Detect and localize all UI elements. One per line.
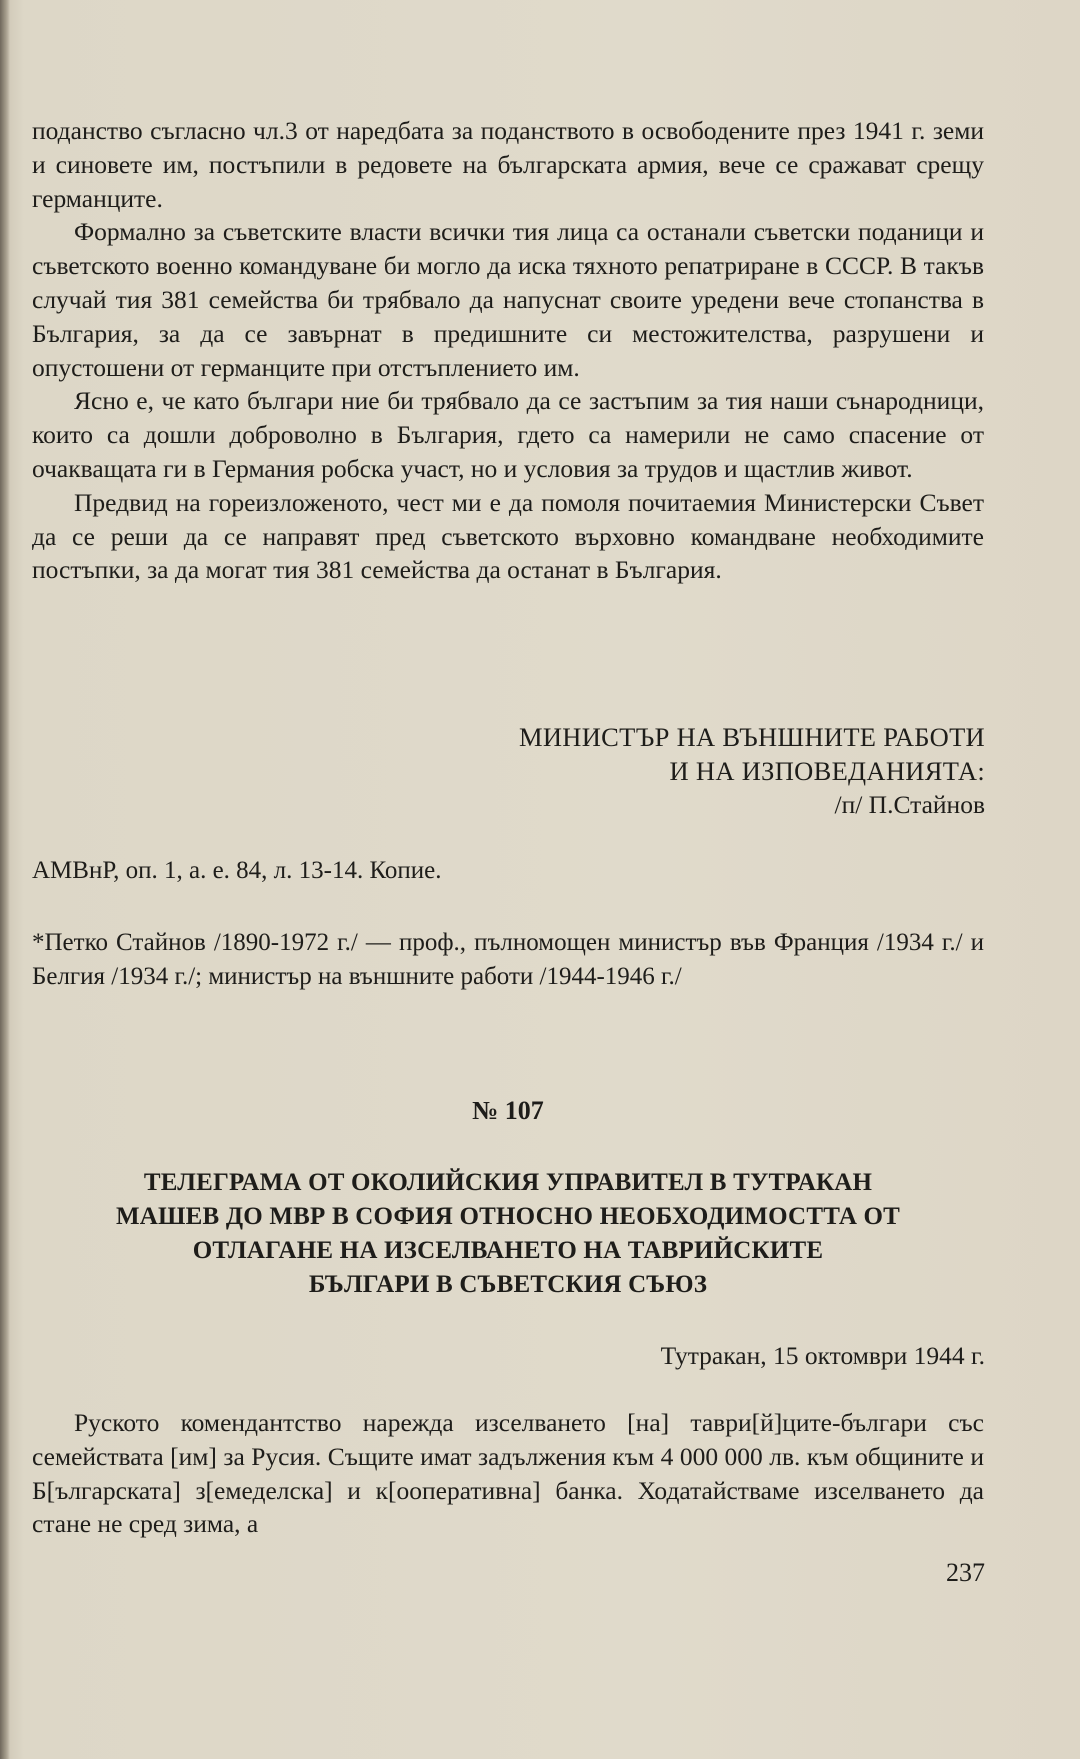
page-number: 237: [946, 1558, 985, 1587]
signature-signer: /п/ П.Стайнов: [834, 790, 985, 819]
document-title-line: БЪЛГАРИ В СЪВЕТСКИЯ СЪЮЗ: [308, 1271, 708, 1298]
signature-role-line: МИНИСТЪР НА ВЪНШНИТЕ РАБОТИ: [518, 722, 985, 752]
telegram-body: [32, 1406, 984, 1541]
signature-block: [519, 720, 985, 822]
archive-reference: АМВнР, оп. 1, а. е. 84, л. 13-14. Копие.: [32, 857, 442, 884]
document-title-line: МАШЕВ ДО МВР В СОФИЯ ОТНОСНО НЕОБХОДИМОСТТА ОТ: [115, 1203, 901, 1230]
place-date: Тутракан, 15 октомври 1944 г.: [660, 1341, 985, 1370]
document-title-line: ОТЛАГАНЕ НА ИЗСЕЛВАНЕТО НА ТАВРИЙСКИТЕ: [192, 1237, 824, 1264]
footnote-text: *Петко Стайнов /1890-1972 г./ — проф., пълномощен министър във Франция /1934 г./ и Белгия /1934 г./; министър на външните работи /1944-1946 г./: [32, 929, 984, 990]
page-binding-edge: [0, 0, 10, 1759]
telegram-text: Руското комендантство нарежда изселването [на] таври[й]ците-българи със семействата [им] за Русия. Същите имат задължения към 4 000 000 лв. към общините и Б[ългарската] з[емеделска] и к[ооперативна] банка. Ходатайстваме изселването да стане не сред зима, а: [32, 1408, 984, 1539]
body-paragraph: Формално за съветските власти всички тия лица са останали съветски поданици и съветското военно командуване би могло да иска тяхното репатриране в СССР. В такъв случай тия 381 семейства би трябвало да напуснат своите уредени вече стопанства в България, за да се завърнат в предишните си местожителства, разрушени и опустошени от германците при отстъплението им.: [32, 217, 984, 382]
footnote: [32, 926, 984, 993]
body-paragraph-continued: поданство съгласно чл.3 от наредбата за поданството в освободените през 1941 г. земи и синовете им, постъпили в редовете на българската армия, вече се сражават срещу германците.: [32, 116, 984, 213]
document-number: № 107: [472, 1096, 544, 1125]
signature-role-line: И НА ИЗПОВЕДАНИЯТА:: [669, 756, 985, 786]
document-title: [60, 1166, 956, 1302]
document-title-line: ТЕЛЕГРАМА ОТ ОКОЛИЙСКИЯ УПРАВИТЕЛ В ТУТРАКАН: [143, 1169, 873, 1196]
body-paragraph: Ясно е, че като българи ние би трябвало да се застъпим за тия наши сънародници, които са дошли доброволно в България, гдето са намерили не само спасение от очакващата ги в Германия робска участ, но и условия за трудов и щастлив живот.: [32, 386, 984, 483]
body-paragraph: Предвид на гореизложеното, чест ми е да помоля почитаемия Министерски Съвет да се реши да се направят пред съветското върховно командване необходимите постъпки, за да могат тия 381 семейства да останат в България.: [32, 487, 984, 585]
letter-body: [32, 114, 984, 587]
